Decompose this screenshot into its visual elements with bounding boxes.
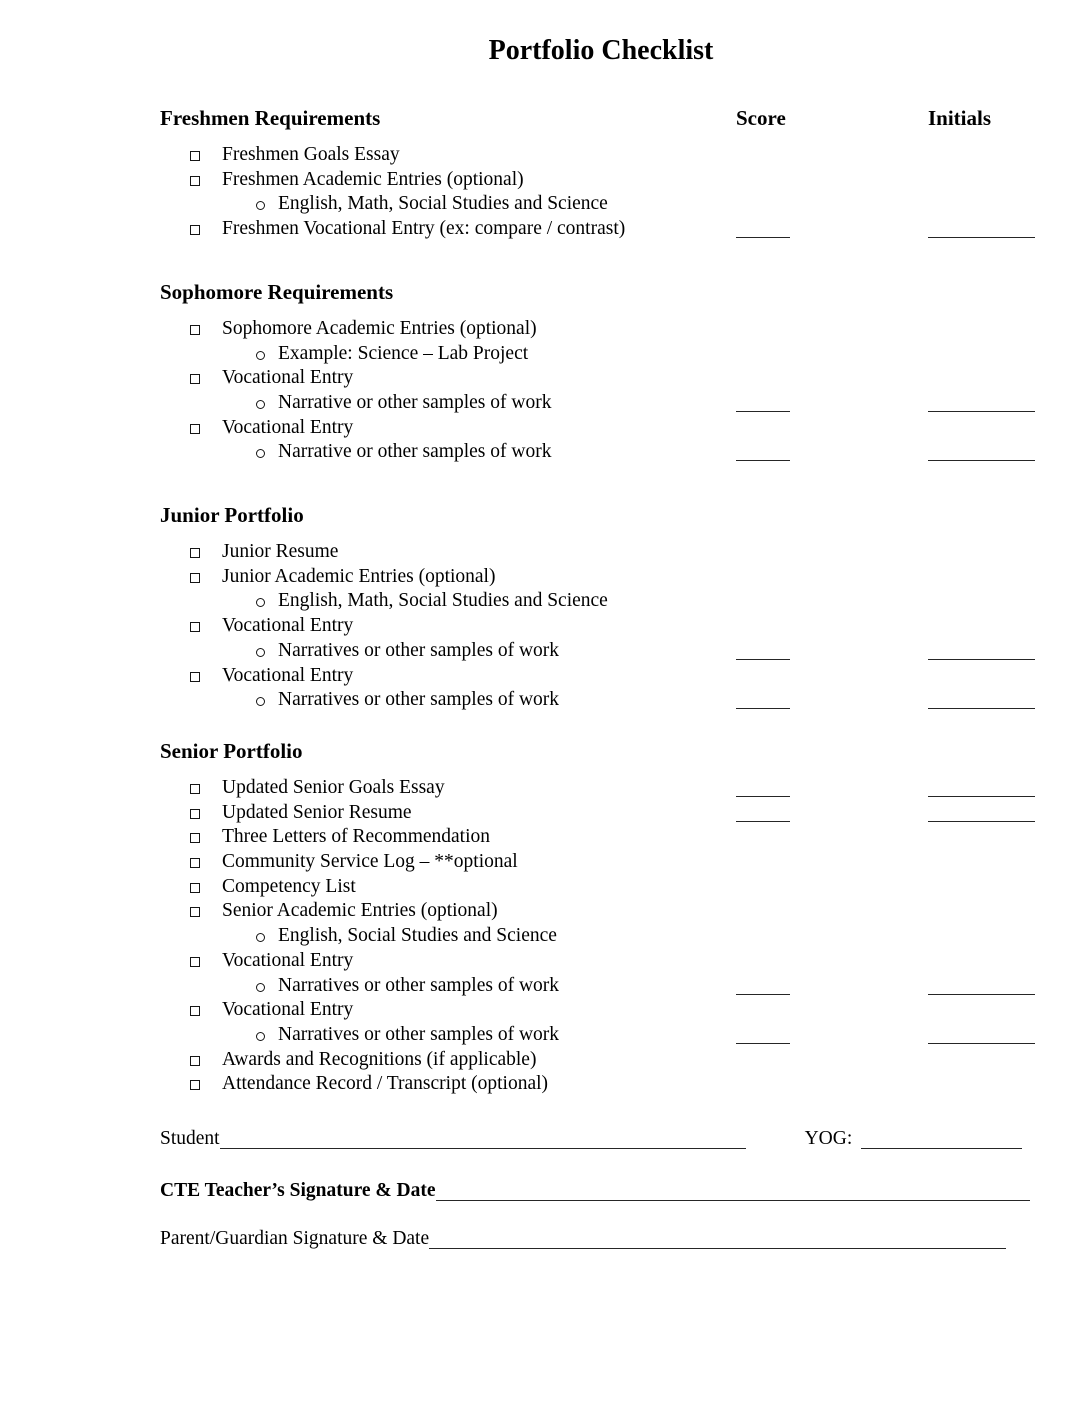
- item-text-cell: [160, 664, 736, 689]
- checkbox-icon: [190, 858, 200, 868]
- section-heading: Senior Portfolio: [160, 738, 303, 763]
- parent-signature-line: [429, 1248, 1006, 1249]
- checklist-item: [160, 342, 1042, 367]
- page-title: Portfolio Checklist: [488, 35, 714, 66]
- item-label: English, Math, Social Studies and Science: [278, 193, 608, 215]
- checklist-item: [160, 416, 1042, 441]
- checkbox-icon: [190, 573, 200, 583]
- checkbox-icon: [190, 784, 200, 794]
- checkbox-icon: [190, 883, 200, 893]
- item-label: Freshmen Academic Entries (optional): [222, 168, 524, 190]
- score-column-header: Score: [736, 106, 786, 130]
- sections: [160, 105, 1042, 1097]
- checklist-item: [160, 317, 1042, 342]
- initials-line: [928, 411, 1035, 412]
- item-text-cell: [160, 801, 736, 826]
- item-label: Narratives or other samples of work: [278, 974, 560, 996]
- checklist-item: [160, 589, 1042, 614]
- section-freshmen-requirements: [160, 105, 1042, 242]
- initials-line: [928, 821, 1035, 822]
- item-text-cell: [160, 168, 736, 193]
- item-label: Narrative or other samples of work: [278, 391, 552, 413]
- parent-signature-label: Parent/Guardian Signature & Date: [160, 1228, 430, 1250]
- section-heading: Freshmen Requirements: [160, 106, 381, 130]
- circle-bullet-icon: [256, 598, 265, 607]
- score-line: [736, 411, 790, 412]
- section-header-row: [160, 502, 1042, 528]
- checkbox-icon: [190, 672, 200, 682]
- checkbox-icon: [190, 1080, 200, 1090]
- item-label: Awards and Recognitions (if applicable): [222, 1048, 537, 1070]
- item-text-cell: [160, 949, 736, 974]
- section-senior-portfolio: [160, 738, 1042, 1097]
- score-line: [736, 659, 790, 660]
- checkbox-icon: [190, 833, 200, 843]
- item-text-cell: [160, 875, 736, 900]
- section-header-row: [160, 738, 1042, 764]
- student-row: [160, 1126, 1042, 1152]
- score-line: [736, 1043, 790, 1044]
- item-text-cell: [160, 614, 736, 639]
- circle-bullet-icon: [256, 201, 265, 210]
- item-text-cell: [160, 1048, 736, 1073]
- item-text-cell: [160, 366, 736, 391]
- circle-bullet-icon: [256, 449, 265, 458]
- checkbox-icon: [190, 374, 200, 384]
- checklist-item: [160, 801, 1042, 826]
- checklist-item: [160, 998, 1042, 1023]
- document-content: [160, 0, 1042, 1252]
- circle-bullet-icon: [256, 400, 265, 409]
- yog-label: YOG:: [804, 1128, 853, 1150]
- item-text-cell: [160, 998, 736, 1023]
- checklist-item: [160, 850, 1042, 875]
- item-text-cell: [160, 440, 736, 465]
- parent-signature-row: [160, 1226, 1042, 1252]
- item-label: Community Service Log – **optional: [222, 851, 518, 873]
- item-label: Three Letters of Recommendation: [222, 826, 491, 848]
- item-text-cell: [160, 825, 736, 850]
- item-label: Attendance Record / Transcript (optional): [222, 1073, 549, 1095]
- checkbox-icon: [190, 151, 200, 161]
- checklist-item: [160, 899, 1042, 924]
- checklist-item: [160, 192, 1042, 217]
- student-label: Student: [160, 1128, 220, 1150]
- item-label: Junior Resume: [222, 541, 339, 563]
- item-label: Vocational Entry: [222, 949, 354, 971]
- item-text-cell: [160, 143, 736, 168]
- item-label: Example: Science – Lab Project: [278, 342, 529, 364]
- circle-bullet-icon: [256, 933, 265, 942]
- cte-signature-row: [160, 1178, 1042, 1204]
- signature-area: [160, 1126, 1042, 1252]
- section-header-row: [160, 105, 1042, 131]
- checklist-item: [160, 366, 1042, 391]
- item-label: Vocational Entry: [222, 664, 354, 686]
- item-label: English, Social Studies and Science: [278, 925, 557, 947]
- circle-bullet-icon: [256, 351, 265, 360]
- item-label: Freshmen Goals Essay: [222, 144, 400, 165]
- initials-line: [928, 708, 1035, 709]
- checklist-item: [160, 1048, 1042, 1073]
- checklist-item: [160, 875, 1042, 900]
- item-text-cell: [160, 688, 736, 713]
- checkbox-icon: [190, 957, 200, 967]
- item-text-cell: [160, 317, 736, 342]
- section-items: [160, 317, 1042, 465]
- score-line: [736, 460, 790, 461]
- circle-bullet-icon: [256, 1032, 265, 1041]
- initials-line: [928, 659, 1035, 660]
- student-name-line: [220, 1148, 746, 1149]
- item-text-cell: [160, 391, 736, 416]
- section-sophomore-requirements: [160, 279, 1042, 465]
- initials-line: [928, 994, 1035, 995]
- item-label: English, Math, Social Studies and Science: [278, 590, 608, 612]
- item-text-cell: [160, 776, 736, 801]
- checklist-item: [160, 614, 1042, 639]
- item-label: Vocational Entry: [222, 416, 354, 438]
- initials-column-header: Initials: [928, 106, 992, 130]
- section-heading: Sophomore Requirements: [160, 279, 394, 304]
- item-label: Junior Academic Entries (optional): [222, 565, 496, 587]
- item-label: Vocational Entry: [222, 999, 354, 1021]
- item-text-cell: [160, 217, 736, 242]
- score-line: [736, 821, 790, 822]
- item-text-cell: [160, 1072, 736, 1097]
- section-junior-portfolio: [160, 502, 1042, 713]
- circle-bullet-icon: [256, 697, 265, 706]
- checklist-item: [160, 440, 1042, 465]
- checkbox-icon: [190, 424, 200, 434]
- initials-line: [928, 796, 1035, 797]
- checkbox-icon: [190, 622, 200, 632]
- checkbox-icon: [190, 1056, 200, 1066]
- checkbox-icon: [190, 907, 200, 917]
- circle-bullet-icon: [256, 983, 265, 992]
- checklist-item: [160, 143, 1042, 168]
- checkbox-icon: [190, 225, 200, 235]
- checklist-item: [160, 639, 1042, 664]
- score-line: [736, 708, 790, 709]
- checklist-item: [160, 217, 1042, 242]
- item-text-cell: [160, 899, 736, 924]
- checklist-item: [160, 1072, 1042, 1097]
- item-text-cell: [160, 639, 736, 664]
- cte-signature-line: [436, 1200, 1030, 1201]
- item-label: Vocational Entry: [222, 615, 354, 637]
- checklist-item: [160, 168, 1042, 193]
- checklist-item: [160, 688, 1042, 713]
- checkbox-icon: [190, 548, 200, 558]
- item-label: Narratives or other samples of work: [278, 1023, 560, 1045]
- section-header-row: [160, 279, 1042, 305]
- checklist-item: [160, 540, 1042, 565]
- section-items: [160, 143, 1042, 242]
- section-heading: Junior Portfolio: [160, 503, 304, 528]
- circle-bullet-icon: [256, 648, 265, 657]
- item-label: Sophomore Academic Entries (optional): [222, 317, 537, 339]
- item-text-cell: [160, 589, 736, 614]
- item-label: Narratives or other samples of work: [278, 639, 560, 661]
- item-label: Narratives or other samples of work: [278, 689, 560, 711]
- item-label: Updated Senior Resume: [222, 801, 412, 823]
- item-text-cell: [160, 565, 736, 590]
- section-items: [160, 540, 1042, 713]
- checkbox-icon: [190, 176, 200, 186]
- checkbox-icon: [190, 809, 200, 819]
- checklist-item: [160, 776, 1042, 801]
- score-line: [736, 796, 790, 797]
- item-text-cell: [160, 924, 736, 949]
- item-label: Competency List: [222, 875, 356, 897]
- item-label: Narrative or other samples of work: [278, 441, 552, 463]
- checklist-item: [160, 1023, 1042, 1048]
- checklist-item: [160, 949, 1042, 974]
- cte-signature-label: CTE Teacher’s Signature & Date: [160, 1180, 436, 1202]
- yog-line: [861, 1148, 1022, 1149]
- score-line: [736, 994, 790, 995]
- checklist-item: [160, 924, 1042, 949]
- checklist-item: [160, 664, 1042, 689]
- initials-line: [928, 460, 1035, 461]
- item-label: Freshmen Vocational Entry (ex: compare / contrast): [222, 218, 626, 240]
- item-text-cell: [160, 416, 736, 441]
- score-line: [736, 237, 790, 238]
- section-items: [160, 776, 1042, 1097]
- checklist-item: [160, 391, 1042, 416]
- checklist-item: [160, 565, 1042, 590]
- item-text-cell: [160, 342, 736, 367]
- checklist-item: [160, 974, 1042, 999]
- item-text-cell: [160, 540, 736, 565]
- item-label: Updated Senior Goals Essay: [222, 776, 445, 798]
- item-text-cell: [160, 974, 736, 999]
- checklist-item: [160, 825, 1042, 850]
- initials-line: [928, 237, 1035, 238]
- item-text-cell: [160, 1023, 736, 1048]
- item-label: Senior Academic Entries (optional): [222, 900, 498, 922]
- checkbox-icon: [190, 1006, 200, 1016]
- item-text-cell: [160, 850, 736, 875]
- item-text-cell: [160, 192, 736, 217]
- initials-line: [928, 1043, 1035, 1044]
- checkbox-icon: [190, 325, 200, 335]
- item-label: Vocational Entry: [222, 367, 354, 389]
